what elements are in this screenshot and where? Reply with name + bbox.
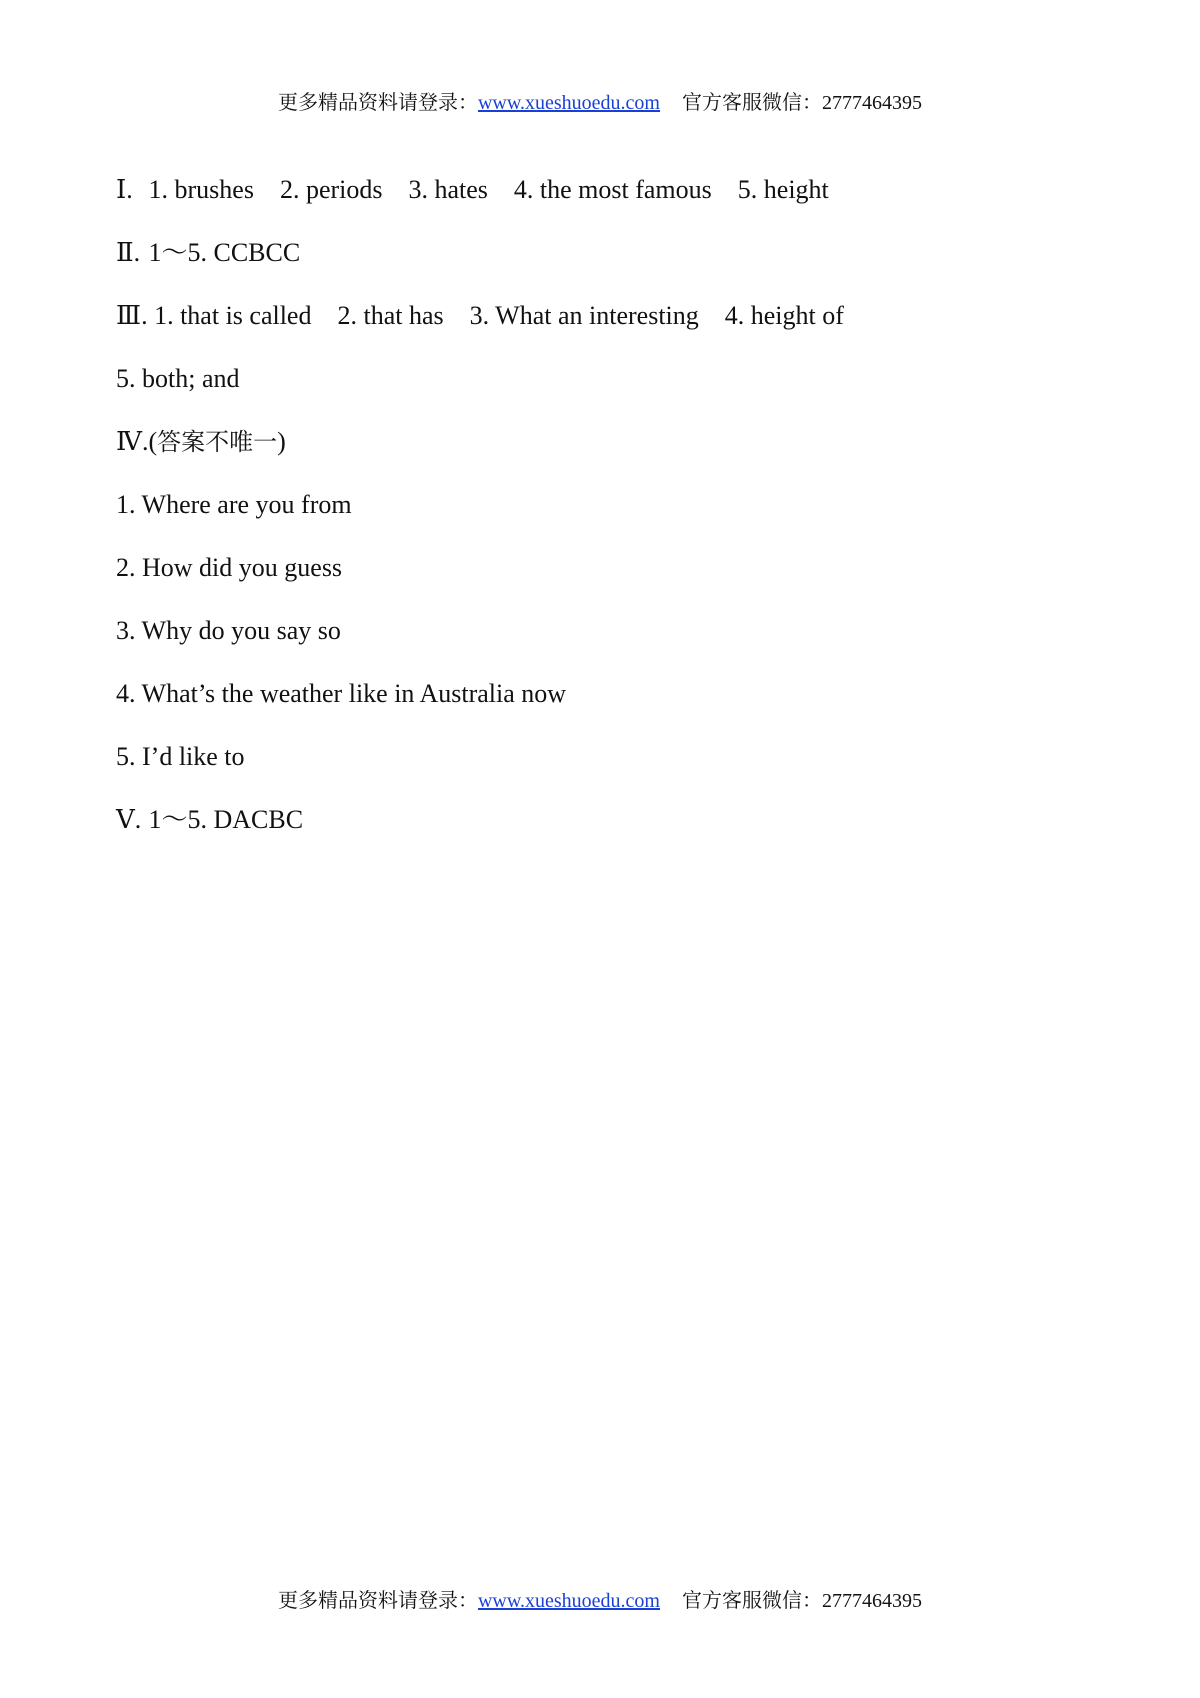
section-1-answer-5: 5. height <box>737 175 829 204</box>
section-5-numeral: Ⅴ. <box>116 805 142 834</box>
section-3-answer-1: 1. that is called <box>154 301 312 330</box>
section-2-answer: 1～5. CCBCC <box>148 238 301 267</box>
header-site-link[interactable]: www.xueshuoedu.com <box>477 92 660 114</box>
page-header <box>0 86 1200 115</box>
section-4-answer-2: 2. How did you guess <box>116 553 343 582</box>
section-3-answer-2: 2. that has <box>337 301 444 330</box>
section-3-answer-4: 4. height of <box>724 301 844 330</box>
section-5-answer: 1～5. DACBC <box>148 805 304 834</box>
section-3-continuation <box>116 347 1116 410</box>
section-4-answer-3: 3. Why do you say so <box>116 616 341 645</box>
section-3-numeral: Ⅲ. <box>116 301 148 330</box>
page-footer <box>0 1584 1200 1613</box>
header-promo-text: 更多精品资料请登录： <box>277 92 478 114</box>
section-1-answer-1: 1. brushes <box>148 175 254 204</box>
section-2-numeral: Ⅱ. <box>116 238 141 267</box>
section-3-answer-5: 5. both; and <box>116 364 240 393</box>
section-3-answer-3: 3. What an interesting <box>469 301 699 330</box>
footer-contact-number: 2777464395 <box>822 1590 922 1612</box>
section-1-answer-2: 2. periods <box>279 175 383 204</box>
answer-key <box>116 158 1116 851</box>
footer-site-link[interactable]: www.xueshuoedu.com <box>477 1590 660 1612</box>
section-1-answer-4: 4. the most famous <box>513 175 712 204</box>
section-5 <box>116 788 1116 851</box>
section-4-note-open: ( <box>148 427 158 456</box>
section-4-answer-1: 1. Where are you from <box>116 490 352 519</box>
section-4-answer-4: 4. What’s the weather like in Australia now <box>116 679 567 708</box>
section-4-numeral: Ⅳ. <box>116 427 149 456</box>
section-3 <box>116 284 1116 347</box>
footer-contact-label: 官方客服微信： <box>682 1590 822 1612</box>
header-contact-number: 2777464395 <box>822 92 922 114</box>
section-4-answer-5: 5. I’d like to <box>116 742 245 771</box>
section-4-note: 答案不唯一 <box>157 428 278 456</box>
section-4 <box>116 410 1116 473</box>
section-1-numeral: Ⅰ. <box>116 175 133 204</box>
section-4-note-close: ) <box>277 427 286 456</box>
header-contact-label: 官方客服微信： <box>682 92 822 114</box>
section-1-answer-3: 3. hates <box>408 175 488 204</box>
footer-promo-text: 更多精品资料请登录： <box>277 1590 478 1612</box>
section-2 <box>116 221 1116 284</box>
section-1 <box>116 158 1116 221</box>
